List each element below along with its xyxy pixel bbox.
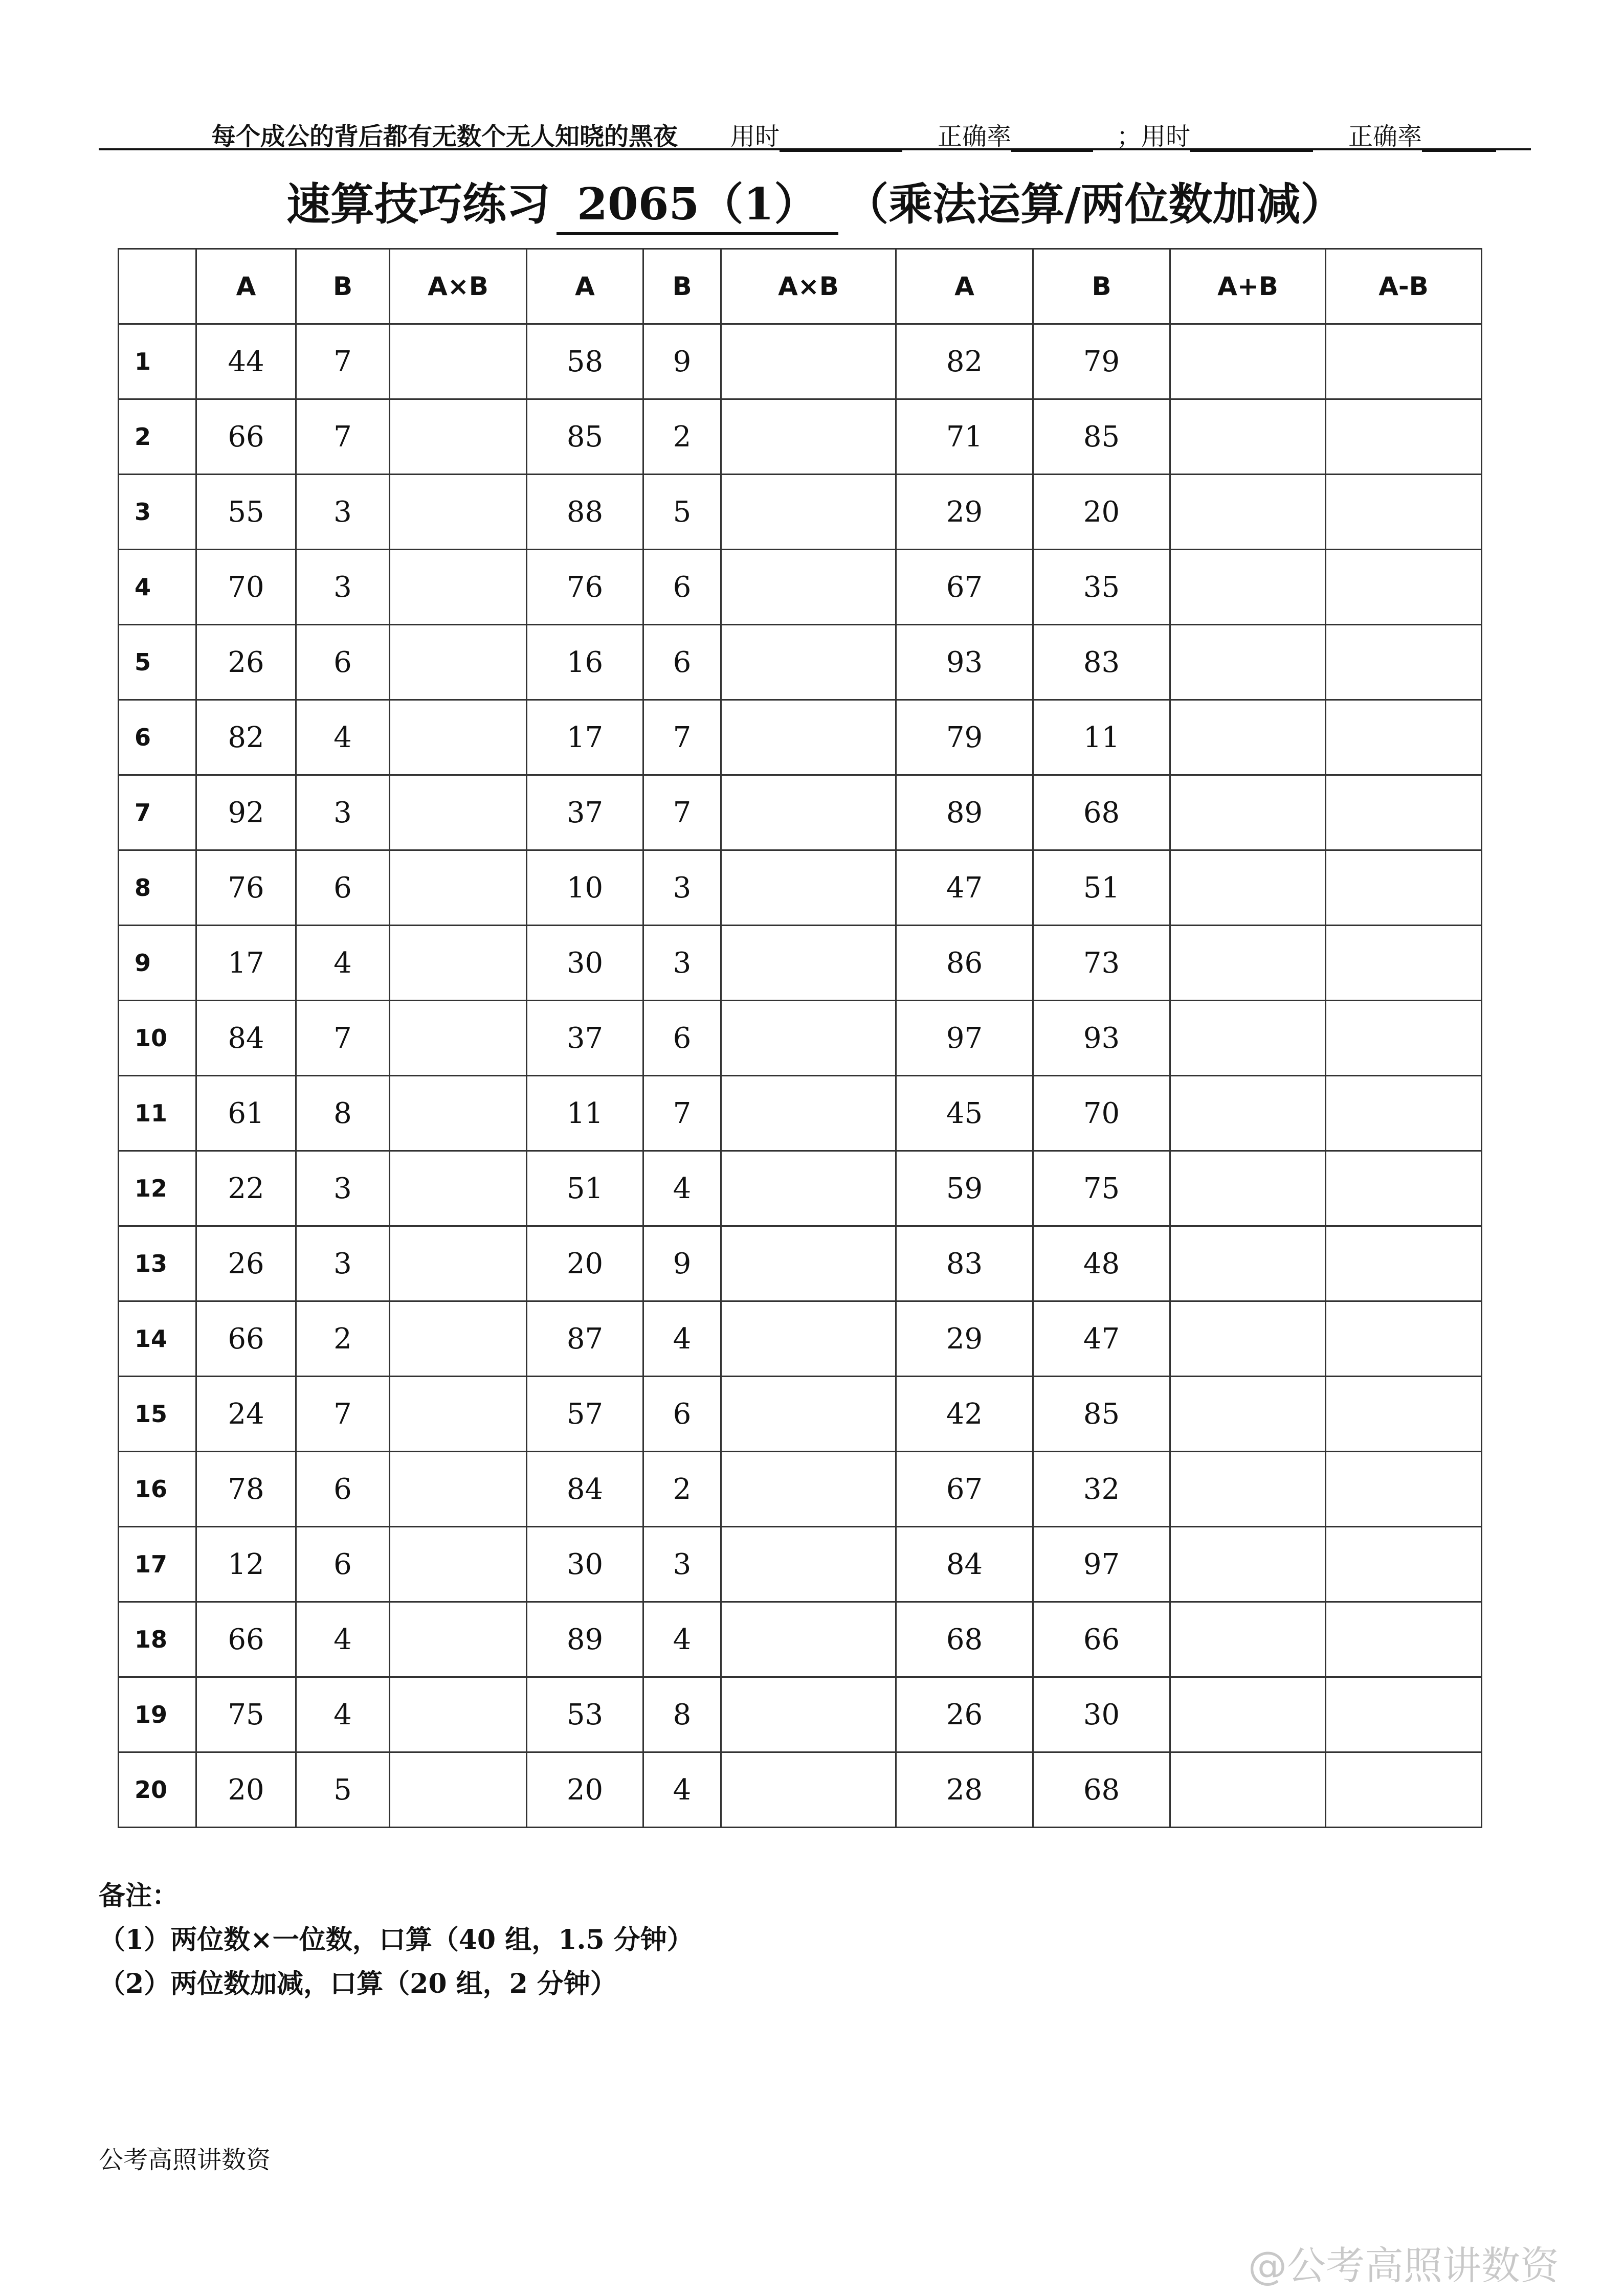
table-row: [119, 926, 1482, 1001]
answer-cell-product[interactable]: [721, 399, 896, 475]
header-cell-a: A: [196, 249, 296, 324]
value-a: 37: [527, 1001, 643, 1076]
value-a: 12: [196, 1527, 296, 1602]
answer-cell-product[interactable]: [721, 700, 896, 775]
row-index: 11: [119, 1076, 196, 1151]
value-a: 58: [527, 324, 643, 399]
accuracy-blank-2[interactable]: [1422, 127, 1496, 152]
value-a: 84: [527, 1452, 643, 1527]
value-a: 28: [896, 1752, 1033, 1828]
value-b: 3: [296, 550, 390, 625]
value-b: 2: [296, 1301, 390, 1377]
row-index: 19: [119, 1677, 196, 1752]
answer-cell-product[interactable]: [721, 625, 896, 700]
time-field-1: [730, 117, 902, 152]
value-a: 30: [527, 926, 643, 1001]
answer-cell-sum[interactable]: [1170, 926, 1326, 1001]
value-a: 67: [896, 550, 1033, 625]
value-a: 22: [196, 1151, 296, 1226]
value-a: 11: [527, 1076, 643, 1151]
answer-cell-difference[interactable]: [1326, 850, 1482, 926]
value-b: 47: [1033, 1301, 1170, 1377]
value-b: 73: [1033, 926, 1170, 1001]
answer-cell-sum[interactable]: [1170, 1301, 1326, 1377]
answer-cell-difference[interactable]: [1326, 324, 1482, 399]
value-a: 17: [527, 700, 643, 775]
value-b: 75: [1033, 1151, 1170, 1226]
answer-cell-product[interactable]: [721, 1527, 896, 1602]
value-a: 53: [527, 1677, 643, 1752]
value-b: 8: [643, 1677, 721, 1752]
value-b: 3: [296, 1151, 390, 1226]
notes-heading: 备注：: [99, 1880, 179, 1911]
value-b: 4: [296, 1677, 390, 1752]
table-row: [119, 1527, 1482, 1602]
answer-cell-product[interactable]: [721, 1677, 896, 1752]
answer-cell-sum[interactable]: [1170, 324, 1326, 399]
value-b: 2: [643, 1452, 721, 1527]
header-cell-difference: A-B: [1326, 249, 1482, 324]
accuracy-field-1: [938, 117, 1093, 152]
value-b: 8: [296, 1076, 390, 1151]
answer-cell-difference[interactable]: [1326, 700, 1482, 775]
answer-cell-sum[interactable]: [1170, 1076, 1326, 1151]
answer-cell-difference[interactable]: [1326, 775, 1482, 850]
answer-cell-product[interactable]: [721, 1226, 896, 1301]
answer-cell-product[interactable]: [390, 1301, 527, 1377]
value-a: 20: [527, 1752, 643, 1828]
answer-cell-sum[interactable]: [1170, 1452, 1326, 1527]
value-b: 5: [643, 475, 721, 550]
answer-cell-product[interactable]: [390, 850, 527, 926]
value-a: 37: [527, 775, 643, 850]
value-b: 2: [643, 399, 721, 475]
row-index: 9: [119, 926, 196, 1001]
value-b: 3: [643, 926, 721, 1001]
value-a: 89: [896, 775, 1033, 850]
answer-cell-sum[interactable]: [1170, 1151, 1326, 1226]
value-b: 4: [643, 1602, 721, 1677]
value-b: 93: [1033, 1001, 1170, 1076]
row-index: 5: [119, 625, 196, 700]
value-a: 24: [196, 1377, 296, 1452]
row-index: 8: [119, 850, 196, 926]
accuracy-blank-1[interactable]: [1011, 127, 1093, 152]
value-a: 44: [196, 324, 296, 399]
accuracy-label-1: 正确率: [938, 122, 1012, 151]
value-a: 61: [196, 1076, 296, 1151]
answer-cell-product[interactable]: [390, 550, 527, 625]
answer-cell-product[interactable]: [390, 1752, 527, 1828]
row-index: 20: [119, 1752, 196, 1828]
value-b: 68: [1033, 1752, 1170, 1828]
answer-cell-product[interactable]: [721, 1752, 896, 1828]
answer-cell-product[interactable]: [390, 1001, 527, 1076]
value-a: 76: [196, 850, 296, 926]
header-cell-a: A: [527, 249, 643, 324]
answer-cell-product[interactable]: [721, 1452, 896, 1527]
answer-cell-product[interactable]: [390, 775, 527, 850]
row-index: 10: [119, 1001, 196, 1076]
title-code: 2065（1）: [557, 169, 838, 235]
answer-cell-difference[interactable]: [1326, 1752, 1482, 1828]
time-field-2: [1117, 117, 1313, 152]
answer-cell-difference[interactable]: [1326, 1527, 1482, 1602]
value-b: 83: [1033, 625, 1170, 700]
value-b: 6: [296, 625, 390, 700]
value-a: 29: [896, 475, 1033, 550]
value-b: 3: [296, 775, 390, 850]
answer-cell-product[interactable]: [390, 1452, 527, 1527]
table-row: [119, 1677, 1482, 1752]
value-a: 70: [196, 550, 296, 625]
value-b: 4: [296, 700, 390, 775]
header-cell-sum: A+B: [1170, 249, 1326, 324]
answer-cell-sum[interactable]: [1170, 1001, 1326, 1076]
value-a: 30: [527, 1527, 643, 1602]
answer-cell-difference[interactable]: [1326, 625, 1482, 700]
value-b: 6: [296, 1527, 390, 1602]
answer-cell-difference[interactable]: [1326, 399, 1482, 475]
row-index: 18: [119, 1602, 196, 1677]
answer-cell-difference[interactable]: [1326, 1677, 1482, 1752]
value-a: 85: [527, 399, 643, 475]
answer-cell-difference[interactable]: [1326, 926, 1482, 1001]
answer-cell-sum[interactable]: [1170, 700, 1326, 775]
table-row: [119, 850, 1482, 926]
answer-cell-difference[interactable]: [1326, 1452, 1482, 1527]
value-b: 9: [643, 324, 721, 399]
header-cell-b: B: [296, 249, 390, 324]
answer-cell-difference[interactable]: [1326, 475, 1482, 550]
answer-cell-product[interactable]: [721, 1151, 896, 1226]
value-b: 4: [643, 1752, 721, 1828]
value-a: 92: [196, 775, 296, 850]
header-cell-product: A×B: [721, 249, 896, 324]
table-row: [119, 475, 1482, 550]
value-a: 47: [896, 850, 1033, 926]
value-b: 68: [1033, 775, 1170, 850]
value-b: 3: [296, 475, 390, 550]
title-suffix: （乘法运算/两位数加减）: [844, 178, 1345, 230]
time-blank-1[interactable]: [780, 127, 902, 152]
answer-cell-sum[interactable]: [1170, 550, 1326, 625]
table-row: [119, 1377, 1482, 1452]
value-a: 68: [896, 1602, 1033, 1677]
value-a: 66: [196, 1602, 296, 1677]
value-a: 89: [527, 1602, 643, 1677]
value-a: 45: [896, 1076, 1033, 1151]
value-a: 20: [196, 1752, 296, 1828]
answer-cell-product[interactable]: [390, 625, 527, 700]
value-a: 17: [196, 926, 296, 1001]
answer-cell-product[interactable]: [721, 324, 896, 399]
value-a: 76: [527, 550, 643, 625]
value-b: 6: [643, 1377, 721, 1452]
answer-cell-sum[interactable]: [1170, 1677, 1326, 1752]
value-b: 6: [296, 850, 390, 926]
row-index: 14: [119, 1301, 196, 1377]
page-title: [286, 169, 1345, 235]
value-b: 9: [643, 1226, 721, 1301]
table-row: [119, 550, 1482, 625]
answer-cell-difference[interactable]: [1326, 1076, 1482, 1151]
value-b: 6: [296, 1452, 390, 1527]
header-cell-b: B: [1033, 249, 1170, 324]
table-row: [119, 1076, 1482, 1151]
row-index: 12: [119, 1151, 196, 1226]
answer-cell-sum[interactable]: [1170, 850, 1326, 926]
table-row: [119, 775, 1482, 850]
value-b: 6: [643, 625, 721, 700]
value-a: 42: [896, 1377, 1033, 1452]
time-blank-2[interactable]: [1190, 127, 1313, 152]
accuracy-field-2: [1348, 117, 1496, 152]
row-index: 13: [119, 1226, 196, 1301]
header-cell-index: [119, 249, 196, 324]
value-b: 85: [1033, 1377, 1170, 1452]
watermark: @公考高照讲数资: [1248, 2243, 1559, 2288]
value-b: 66: [1033, 1602, 1170, 1677]
answer-cell-sum[interactable]: [1170, 775, 1326, 850]
value-a: 29: [896, 1301, 1033, 1377]
answer-cell-difference[interactable]: [1326, 550, 1482, 625]
table-header-row: [119, 249, 1482, 324]
answer-cell-difference[interactable]: [1326, 1226, 1482, 1301]
value-b: 85: [1033, 399, 1170, 475]
answer-cell-product[interactable]: [390, 1677, 527, 1752]
answer-cell-sum[interactable]: [1170, 1226, 1326, 1301]
value-b: 51: [1033, 850, 1170, 926]
answer-cell-sum[interactable]: [1170, 625, 1326, 700]
value-b: 7: [643, 700, 721, 775]
answer-cell-product[interactable]: [721, 926, 896, 1001]
header-motto: 每个成公的背后都有无数个无人知晓的黑夜: [211, 122, 678, 151]
value-b: 7: [643, 775, 721, 850]
exercise-table: [118, 248, 1482, 1828]
value-a: 57: [527, 1377, 643, 1452]
value-a: 97: [896, 1001, 1033, 1076]
value-a: 82: [196, 700, 296, 775]
answer-cell-product[interactable]: [390, 1226, 527, 1301]
value-b: 79: [1033, 324, 1170, 399]
value-a: 26: [196, 1226, 296, 1301]
time-label-2: 用时: [1141, 122, 1191, 151]
accuracy-label-2: 正确率: [1348, 122, 1422, 151]
table-body: [119, 324, 1482, 1828]
value-b: 7: [296, 324, 390, 399]
value-a: 20: [527, 1226, 643, 1301]
table-row: [119, 1151, 1482, 1226]
table-row: [119, 1452, 1482, 1527]
answer-cell-sum[interactable]: [1170, 1602, 1326, 1677]
row-index: 15: [119, 1377, 196, 1452]
page-header: [99, 107, 1531, 150]
header-cell-b: B: [643, 249, 721, 324]
answer-cell-product[interactable]: [390, 324, 527, 399]
row-index: 7: [119, 775, 196, 850]
answer-cell-product[interactable]: [721, 775, 896, 850]
value-b: 6: [643, 1001, 721, 1076]
table-row: [119, 399, 1482, 475]
answer-cell-difference[interactable]: [1326, 1377, 1482, 1452]
answer-cell-product[interactable]: [390, 700, 527, 775]
value-b: 5: [296, 1752, 390, 1828]
answer-cell-product[interactable]: [390, 475, 527, 550]
answer-cell-product[interactable]: [721, 1076, 896, 1151]
value-b: 7: [296, 1001, 390, 1076]
value-b: 48: [1033, 1226, 1170, 1301]
answer-cell-product[interactable]: [390, 399, 527, 475]
value-a: 83: [896, 1226, 1033, 1301]
answer-cell-sum[interactable]: [1170, 399, 1326, 475]
answer-cell-product[interactable]: [390, 1076, 527, 1151]
notes: [99, 1874, 694, 2006]
value-a: 10: [527, 850, 643, 926]
value-b: 7: [643, 1076, 721, 1151]
table-row: [119, 1001, 1482, 1076]
value-a: 86: [896, 926, 1033, 1001]
value-a: 67: [896, 1452, 1033, 1527]
value-b: 70: [1033, 1076, 1170, 1151]
value-a: 84: [896, 1527, 1033, 1602]
row-index: 1: [119, 324, 196, 399]
answer-cell-difference[interactable]: [1326, 1001, 1482, 1076]
value-b: 35: [1033, 550, 1170, 625]
answer-cell-product[interactable]: [721, 1301, 896, 1377]
answer-cell-product[interactable]: [721, 475, 896, 550]
value-b: 11: [1033, 700, 1170, 775]
answer-cell-product[interactable]: [390, 1151, 527, 1226]
header-cell-product: A×B: [390, 249, 527, 324]
value-b: 3: [643, 1527, 721, 1602]
value-b: 30: [1033, 1677, 1170, 1752]
value-a: 87: [527, 1301, 643, 1377]
value-b: 7: [296, 1377, 390, 1452]
answer-cell-difference[interactable]: [1326, 1301, 1482, 1377]
value-b: 97: [1033, 1527, 1170, 1602]
row-index: 16: [119, 1452, 196, 1527]
answer-cell-product[interactable]: [390, 926, 527, 1001]
value-b: 4: [296, 926, 390, 1001]
value-a: 79: [896, 700, 1033, 775]
value-a: 51: [527, 1151, 643, 1226]
value-b: 7: [296, 399, 390, 475]
row-index: 17: [119, 1527, 196, 1602]
answer-cell-sum[interactable]: [1170, 1752, 1326, 1828]
answer-cell-product[interactable]: [721, 850, 896, 926]
table-row: [119, 625, 1482, 700]
header-cell-a: A: [896, 249, 1033, 324]
value-b: 32: [1033, 1452, 1170, 1527]
notes-line-1: （1）两位数×一位数，口算（40 组，1.5 分钟）: [99, 1924, 694, 1955]
value-a: 71: [896, 399, 1033, 475]
value-a: 82: [896, 324, 1033, 399]
answer-cell-difference[interactable]: [1326, 1151, 1482, 1226]
value-a: 26: [896, 1677, 1033, 1752]
answer-cell-product[interactable]: [721, 1602, 896, 1677]
answer-cell-product[interactable]: [390, 1527, 527, 1602]
row-index: 6: [119, 700, 196, 775]
answer-cell-product[interactable]: [721, 1001, 896, 1076]
value-b: 20: [1033, 475, 1170, 550]
notes-line-2: （2）两位数加减，口算（20 组，2 分钟）: [99, 1968, 617, 1999]
answer-cell-difference[interactable]: [1326, 1602, 1482, 1677]
row-index: 3: [119, 475, 196, 550]
answer-cell-sum[interactable]: [1170, 1377, 1326, 1452]
answer-cell-product[interactable]: [390, 1377, 527, 1452]
value-b: 3: [296, 1226, 390, 1301]
answer-cell-sum[interactable]: [1170, 475, 1326, 550]
value-b: 3: [643, 850, 721, 926]
answer-cell-product[interactable]: [390, 1602, 527, 1677]
value-a: 59: [896, 1151, 1033, 1226]
row-index: 2: [119, 399, 196, 475]
table-row: [119, 1301, 1482, 1377]
value-a: 93: [896, 625, 1033, 700]
table-row: [119, 700, 1482, 775]
value-a: 66: [196, 1301, 296, 1377]
row-index: 4: [119, 550, 196, 625]
table-row: [119, 1752, 1482, 1828]
footer-text: 公考高照讲数资: [99, 2146, 271, 2174]
header-separator: ；: [1117, 122, 1142, 151]
value-a: 75: [196, 1677, 296, 1752]
value-a: 78: [196, 1452, 296, 1527]
title-prefix: 速算技巧练习: [286, 178, 550, 230]
answer-cell-sum[interactable]: [1170, 1527, 1326, 1602]
table-row: [119, 1226, 1482, 1301]
answer-cell-product[interactable]: [721, 550, 896, 625]
value-b: 6: [643, 550, 721, 625]
value-a: 16: [527, 625, 643, 700]
value-a: 66: [196, 399, 296, 475]
value-a: 55: [196, 475, 296, 550]
value-b: 4: [643, 1301, 721, 1377]
table-row: [119, 1602, 1482, 1677]
value-b: 4: [296, 1602, 390, 1677]
value-a: 84: [196, 1001, 296, 1076]
table-row: [119, 324, 1482, 399]
value-a: 26: [196, 625, 296, 700]
time-label-1: 用时: [730, 122, 780, 151]
value-a: 88: [527, 475, 643, 550]
answer-cell-product[interactable]: [721, 1377, 896, 1452]
value-b: 4: [643, 1151, 721, 1226]
